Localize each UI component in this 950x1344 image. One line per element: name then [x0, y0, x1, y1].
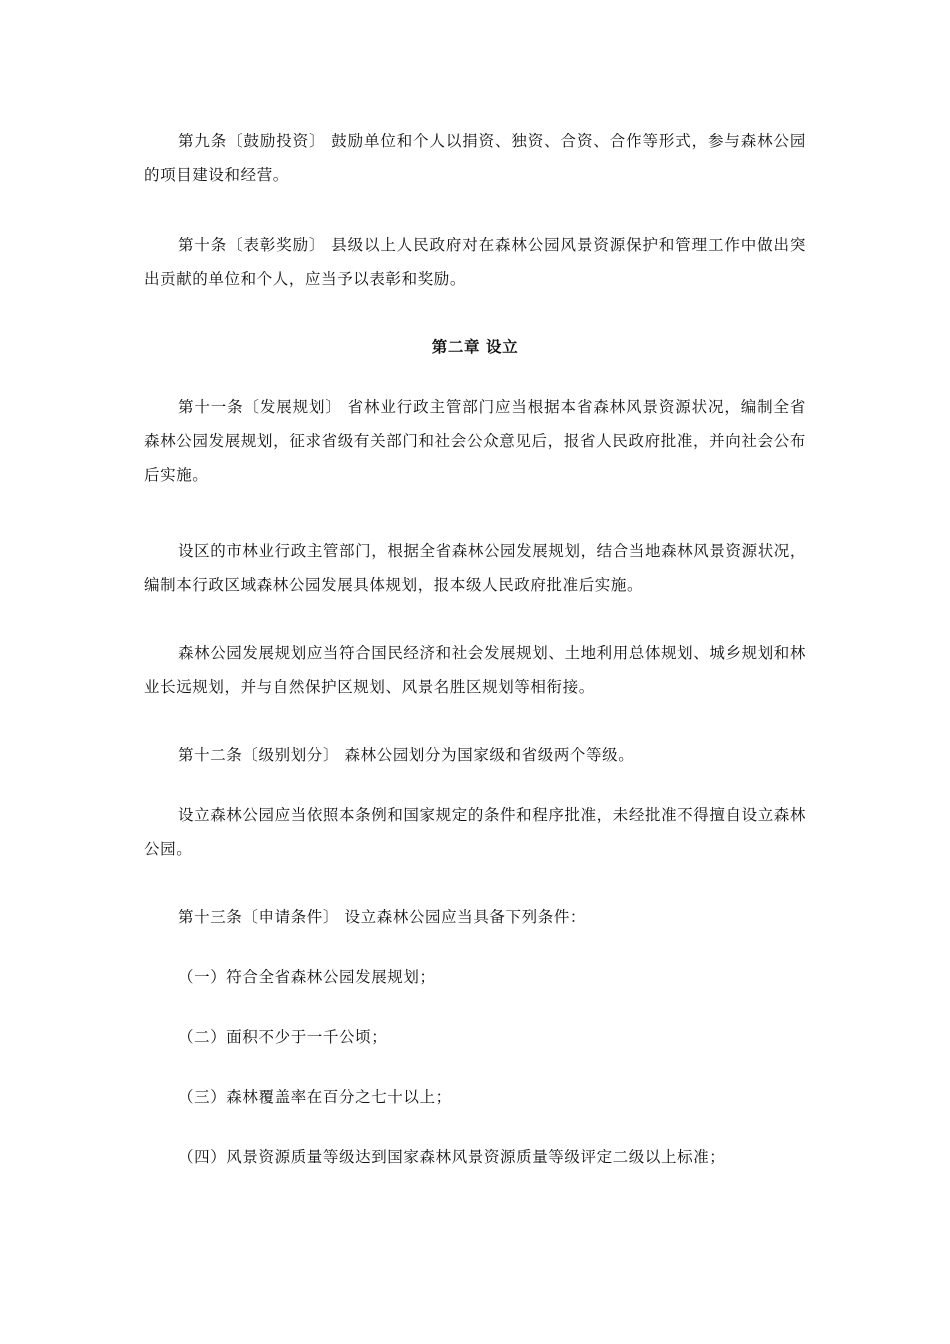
list-item: （三）森林覆盖率在百分之七十以上； [178, 1088, 452, 1106]
article-11-paragraph-2: 设区的市林业行政主管部门，根据全省森林公园发展规划，结合当地森林风景资源状况，编制本行政区域森林公园发展具体规划，报本级人民政府批准后实施。 [144, 542, 806, 594]
article-12-paragraph: 第十二条〔级别划分〕 森林公园划分为国家级和省级两个等级。 [178, 746, 635, 764]
chapter-heading: 第二章 设立 [431, 337, 519, 356]
article-9-paragraph: 第九条〔鼓励投资〕 鼓励单位和个人以捐资、独资、合资、合作等形式，参与森林公园的项目建设和经营。 [144, 132, 806, 184]
list-item: （一）符合全省森林公园发展规划； [178, 968, 436, 986]
article-10-paragraph: 第十条〔表彰奖励〕 县级以上人民政府对在森林公园风景资源保护和管理工作中做出突出贡献的单位和个人，应当予以表彰和奖励。 [144, 236, 806, 288]
list-item: （二）面积不少于一千公顷； [178, 1028, 388, 1046]
list-item: （四）风景资源质量等级达到国家森林风景资源质量等级评定二级以上标准； [178, 1148, 726, 1166]
article-12-paragraph-2: 设立森林公园应当依照本条例和国家规定的条件和程序批准，未经批准不得擅自设立森林公园。 [144, 806, 806, 858]
article-11-paragraph-3: 森林公园发展规划应当符合国民经济和社会发展规划、土地利用总体规划、城乡规划和林业长远规划，并与自然保护区规划、风景名胜区规划等相衔接。 [144, 644, 806, 696]
article-11-paragraph: 第十一条〔发展规划〕 省林业行政主管部门应当根据本省森林风景资源状况，编制全省森林公园发展规划，征求省级有关部门和社会公众意见后，报省人民政府批准，并向社会公布后实施。 [144, 398, 806, 484]
article-13-paragraph: 第十三条〔申请条件〕 设立森林公园应当具备下列条件： [178, 908, 587, 926]
